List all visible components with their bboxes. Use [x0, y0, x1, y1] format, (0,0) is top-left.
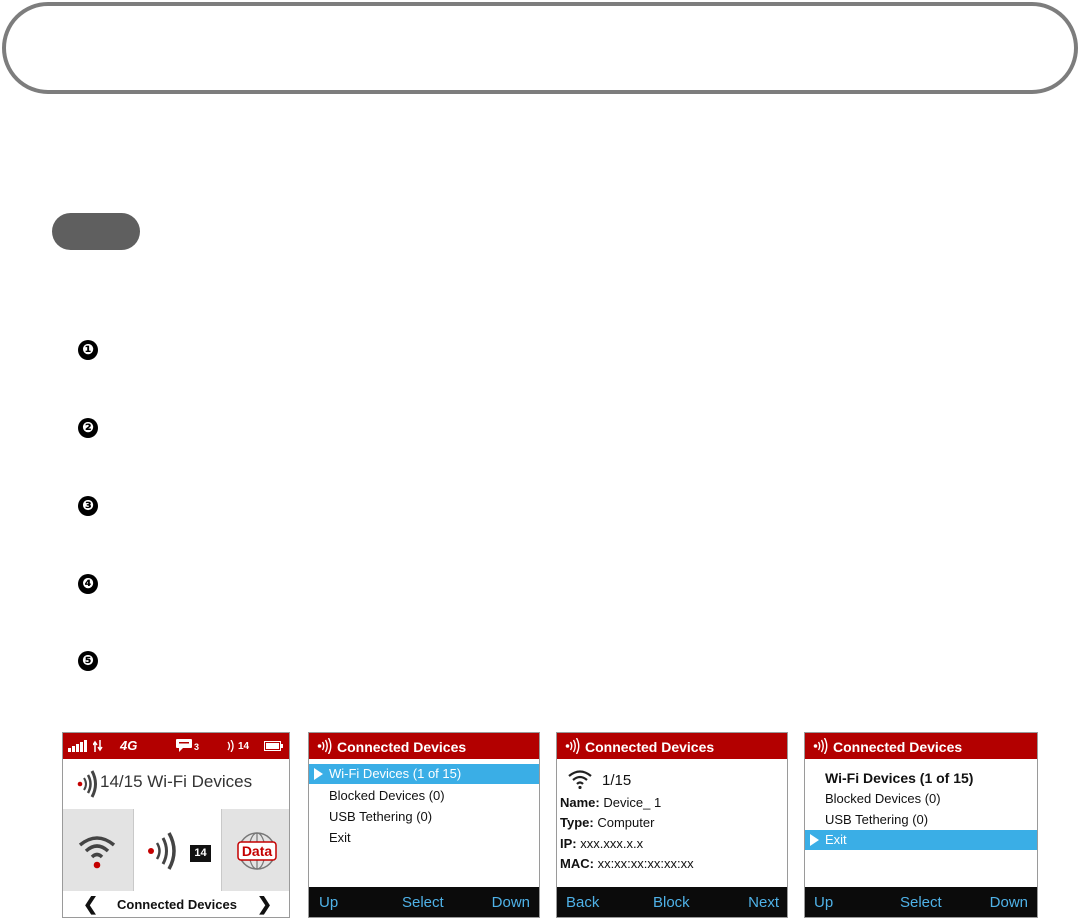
select-softkey[interactable]: Select: [402, 894, 444, 911]
select-softkey[interactable]: Select: [900, 894, 942, 911]
connected-devices-menu-screen: [308, 732, 540, 918]
wifi-clients-icon: [813, 738, 829, 754]
menu-item-blocked-devices[interactable]: [805, 789, 1037, 809]
signal-icon: [68, 740, 90, 752]
status-bar: [63, 733, 289, 759]
device-count-badge: 14: [190, 845, 211, 862]
screen-header: [309, 733, 539, 759]
ip-row: [560, 836, 643, 851]
next-arrow-icon[interactable]: ❯: [257, 894, 273, 914]
network-type-label: 4G: [120, 738, 138, 753]
title-banner: [2, 2, 1078, 94]
type-value: Computer: [597, 815, 655, 830]
wifi-devices-headline: 14/15 Wi-Fi Devices: [100, 772, 253, 791]
menu-item-usb-tethering[interactable]: [805, 810, 1037, 830]
menu-item-wifi-devices[interactable]: [805, 768, 1037, 788]
next-softkey[interactable]: Next: [748, 894, 779, 911]
menu-item-exit[interactable]: [309, 828, 539, 848]
name-value: Device_ 1: [603, 795, 662, 810]
home-nav-bar: [63, 891, 290, 918]
step-1-bullet: ❶: [78, 340, 98, 360]
home-screen: [62, 732, 290, 918]
menu-item-label: Exit: [329, 830, 351, 845]
softkey-bar: [557, 887, 787, 917]
menu-item-label: Exit: [825, 832, 847, 847]
tile-divider: [221, 809, 222, 891]
prev-arrow-icon[interactable]: ❮: [83, 894, 99, 914]
wifi-icon: [568, 769, 592, 789]
globe-icon[interactable]: [235, 831, 279, 871]
screen-title: Connected Devices: [833, 739, 963, 755]
data-transfer-icon: [93, 740, 103, 752]
ip-value: xxx.xxx.x.x: [580, 836, 644, 851]
screen-title: Connected Devices: [337, 739, 467, 755]
block-softkey[interactable]: Block: [653, 894, 690, 911]
menu-item-blocked-devices[interactable]: [309, 786, 539, 806]
up-softkey[interactable]: Up: [319, 894, 339, 911]
menu-item-label: Wi-Fi Devices (1 of 15): [329, 766, 462, 781]
device-detail-screen: [556, 732, 788, 918]
up-softkey[interactable]: Up: [814, 894, 834, 911]
wifi-client-count: 14: [238, 741, 250, 752]
step-5-bullet: ❺: [78, 651, 98, 671]
name-label: Name:: [560, 795, 600, 810]
menu-item-usb-tethering[interactable]: [309, 807, 539, 827]
mac-value: xx:xx:xx:xx:xx:xx: [597, 856, 694, 871]
connected-devices-tile[interactable]: [133, 809, 221, 891]
connected-devices-exit-screen: [804, 732, 1038, 918]
screen-header: [557, 733, 787, 759]
menu-item-label: USB Tethering (0): [825, 812, 929, 827]
wifi-clients-icon: [226, 740, 236, 752]
step-3-bullet: ❸: [78, 496, 98, 516]
data-tile-label: Data: [241, 843, 273, 859]
mac-label: MAC:: [560, 856, 594, 871]
menu-item-label: Blocked Devices (0): [329, 788, 445, 803]
step-2-bullet: ❷: [78, 418, 98, 438]
menu-item-wifi-devices[interactable]: [309, 764, 539, 784]
step-4-bullet: ❹: [78, 574, 98, 594]
wifi-clients-icon: [77, 769, 99, 799]
connected-headline: [63, 759, 289, 810]
softkey-bar: [805, 887, 1037, 917]
device-counter: 1/15: [602, 772, 632, 789]
wifi-clients-icon: [317, 738, 333, 754]
menu-item-label: Wi-Fi Devices (1 of 15): [825, 770, 974, 786]
nav-label: Connected Devices: [117, 897, 237, 912]
mac-row: [560, 856, 694, 871]
type-label: Type:: [560, 815, 594, 830]
menu-item-label: Blocked Devices (0): [825, 791, 941, 806]
message-icon: [176, 739, 192, 752]
tile-divider: [133, 809, 134, 891]
down-softkey[interactable]: Down: [989, 894, 1028, 911]
home-tiles: [63, 809, 290, 892]
back-softkey[interactable]: Back: [566, 894, 600, 911]
screen-title: Connected Devices: [585, 739, 715, 755]
section-badge: [52, 213, 140, 250]
menu-item-exit[interactable]: [805, 830, 1037, 850]
wifi-clients-icon: [565, 738, 581, 754]
message-count: 3: [194, 742, 200, 752]
name-row: [560, 795, 661, 810]
ip-label: IP:: [560, 836, 577, 851]
battery-icon: [264, 741, 283, 751]
screen-header: [805, 733, 1037, 759]
menu-item-label: USB Tethering (0): [329, 809, 433, 824]
softkey-bar: [309, 887, 539, 917]
wifi-icon[interactable]: [77, 833, 117, 871]
wifi-clients-icon: [147, 829, 183, 873]
down-softkey[interactable]: Down: [491, 894, 530, 911]
type-row: [560, 815, 654, 830]
